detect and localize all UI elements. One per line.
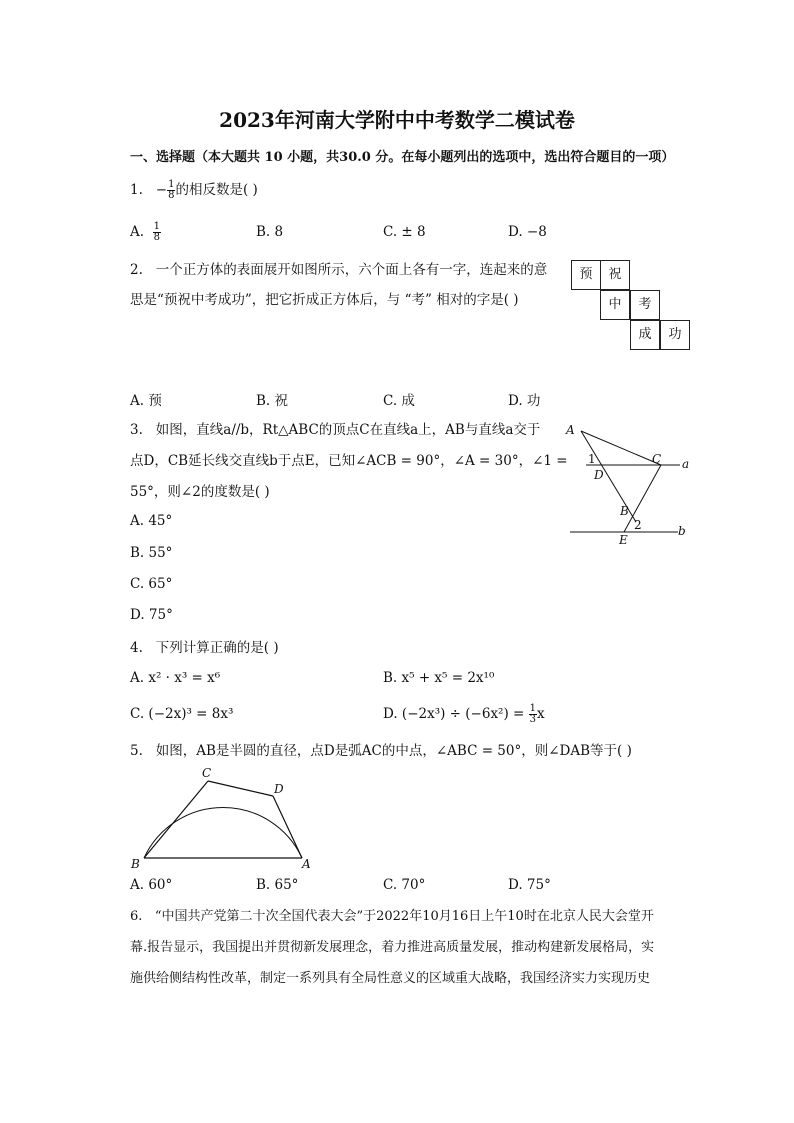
q4-option-d-suffix: x [537,706,545,722]
q1-option-b: B. 8 [256,224,284,240]
q2-option-d: D. 功 [508,393,541,409]
question-3-line-1 [130,420,540,440]
q3-option-c: C. 65° [130,576,173,592]
net-cell-2: 祝 [600,260,630,290]
q1-option-a-fraction [153,222,161,243]
q6-text-line-3: 施供给侧结构性改革，制定一系列具有全局性意义的区域重大战略，我国经济实力实现历史 [130,971,651,986]
q5-option-b: B. 65° [256,877,299,893]
q5-text: 如图，AB是半圆的直径，点D是弧AC的中点，∠ABC = 50°，则∠DAB等于( ) [155,743,632,759]
segment-ce [624,465,661,532]
question-6-line-1 [130,907,654,927]
semicircle-arc [144,807,302,858]
q1-option-c: C. ± 8 [383,224,426,240]
q1-frac-den: 8 [168,190,175,201]
q3-number: 3. [130,422,143,438]
label-E: E [619,533,628,547]
q4-option-b: B. x⁵ + x⁵ = 2x¹⁰ [383,670,495,686]
q4-option-c: C. (−2x)³ = 8x³ [130,706,234,722]
chord-cd [208,781,273,796]
q4-number: 4. [130,640,143,656]
q2-option-c: C. 成 [383,393,415,409]
q1-text: 的相反数是( ) [175,182,258,198]
q1-number: 1. [130,182,143,198]
page-title: 2023年河南大学附中中考数学二模试卷 [219,108,575,132]
q6-text-line-2: 幕.报告显示，我国提出并贯彻新发展理念，着力推进高质量发展，推动构建新发展格局，实 [130,940,655,955]
q5-option-a: A. 60° [130,877,173,893]
q6-text-line-1: “中国共产党第二十次全国代表大会”于2022年10月16日上午10时在北京人民大会堂开 [154,909,654,924]
net-cell-1: 预 [571,260,601,290]
cube-net-diagram [571,260,693,352]
q4-option-d-fraction [529,704,537,725]
label-1: 1 [588,452,596,466]
q3-option-b: B. 55° [130,545,173,561]
label-C: C [652,452,662,466]
q5-option-d: D. 75° [508,877,551,893]
q2-option-b: B. 祝 [256,393,289,409]
q3-option-d: D. 75° [130,607,173,623]
label-b: b [678,524,686,538]
q2-number: 2. [130,262,143,278]
question-4 [130,638,279,658]
q2-text-line-2: 思是“预祝中考成功”，把它折成正方体后，与 “考” 相对的字是( ) [130,292,519,308]
question-2-line-1 [130,260,547,280]
q1-minus: − [155,182,168,198]
label-2: 2 [634,518,642,532]
q4-option-d-num: 1 [529,703,537,714]
q1-frac-num: 1 [168,179,175,190]
q3-text-line-1: 如图，直线a//b，Rt△ABC的顶点C在直线a上，AB与直线a交于 [155,422,541,438]
q4-text: 下列计算正确的是( ) [155,640,279,656]
label-C: C [202,766,212,780]
net-cell-6: 功 [660,320,690,350]
q4-option-d [383,704,545,725]
q3-text-line-3: 55°，则∠2的度数是( ) [130,484,270,500]
net-cell-5: 成 [630,320,660,350]
q1-option-a [130,222,161,243]
q1-option-a-den: 8 [153,232,161,243]
q4-option-d-den: 3 [529,714,537,725]
section-heading: 一、选择题（本大题共 10 小题，共30.0 分。在每小题列出的选项中，选出符合题目的一项） [130,150,675,165]
label-A: A [566,423,575,437]
q5-option-c: C. 70° [383,877,426,893]
q2-option-a: A. 预 [130,393,162,409]
q4-option-a: A. x² · x³ = x⁶ [130,670,221,686]
chord-bc [144,781,208,858]
q6-number: 6. [130,909,143,924]
q5-semicircle-figure [128,764,318,874]
label-D: D [594,468,604,482]
q1-option-a-label: A. [130,224,145,240]
q1-option-a-num: 1 [153,221,161,232]
question-5 [130,741,632,761]
label-D: D [274,782,284,796]
label-A: A [302,857,311,871]
label-a: a [682,457,690,471]
q3-option-a: A. 45° [130,513,173,529]
label-B: B [131,857,140,871]
q3-figure [560,418,694,550]
q3-text-line-2: 点D，CB延长线交直线b于点E，已知∠ACB = 90°，∠A = 30°，∠1 = [130,453,568,469]
q5-number: 5. [130,743,143,759]
net-cell-3: 中 [600,290,630,320]
q2-text-line-1: 一个正方体的表面展开如图所示，六个面上各有一字，连起来的意 [155,262,548,278]
q1-option-d: D. −8 [508,224,547,240]
label-B: B [620,504,629,518]
question-1 [130,180,258,201]
net-cell-4: 考 [630,290,660,320]
q4-option-d-prefix: D. (−2x³) ÷ (−6x²) = [383,706,529,722]
